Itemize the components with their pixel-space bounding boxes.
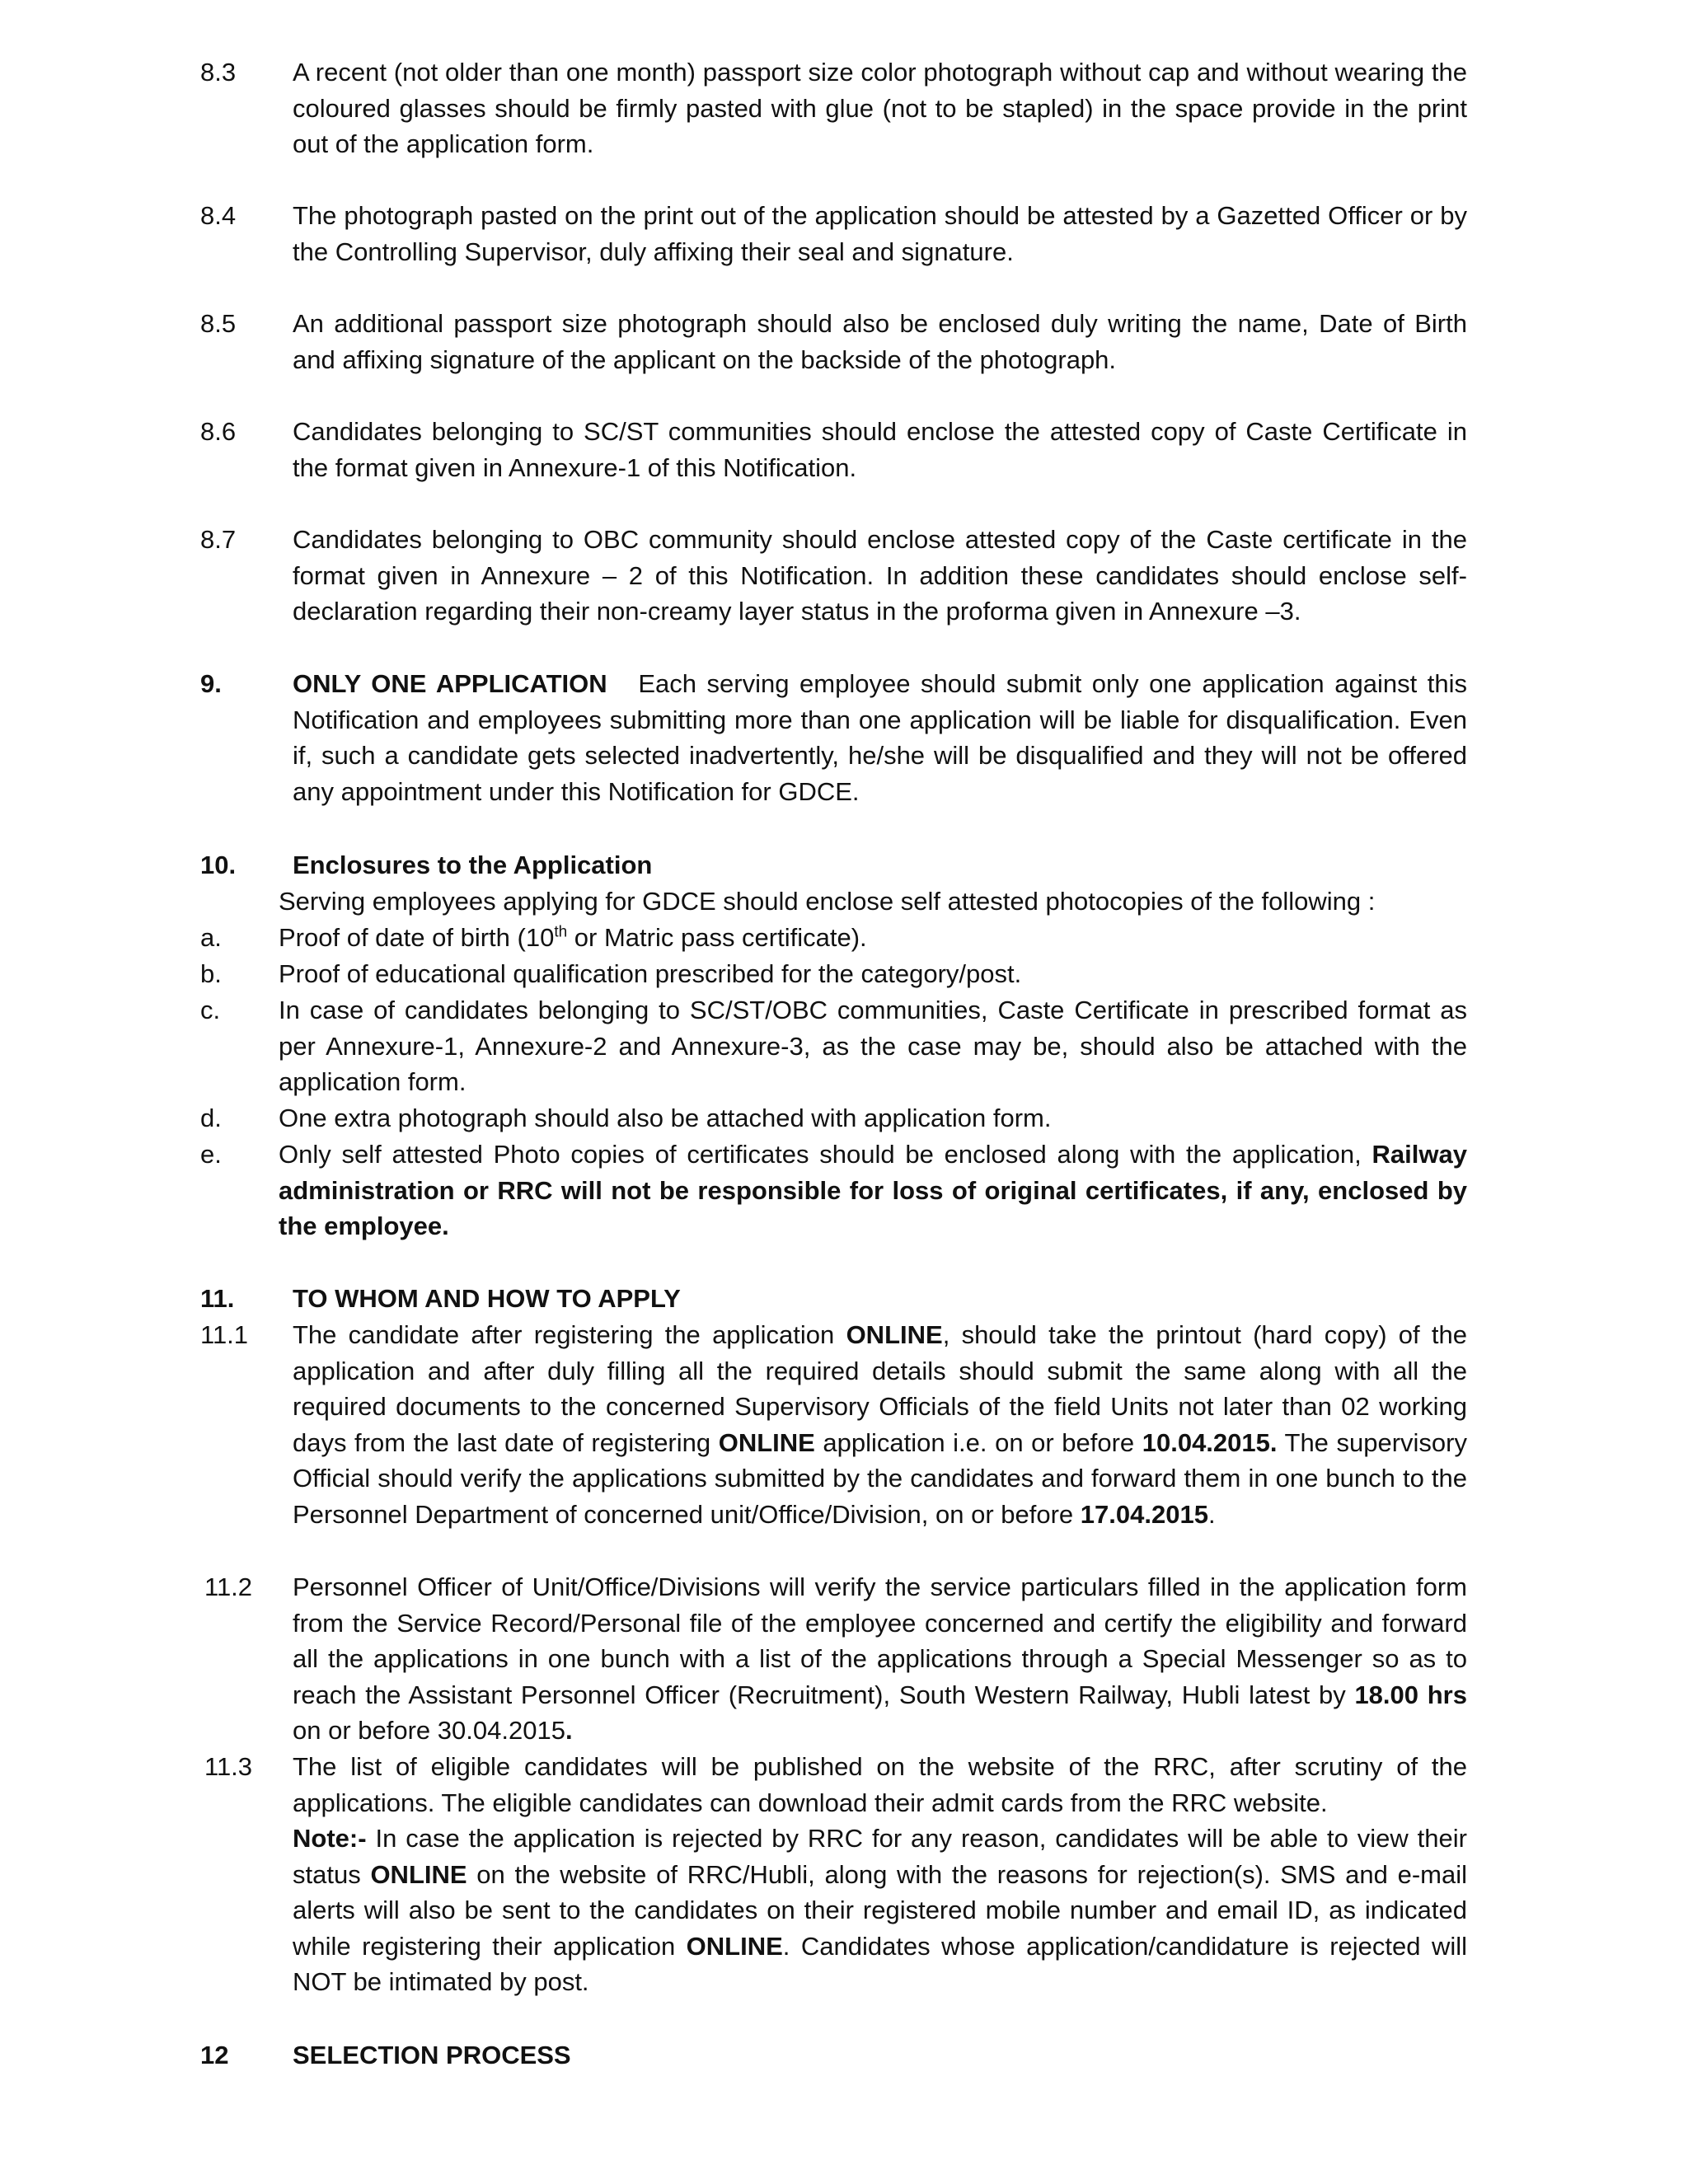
text-run: . Candidates whose application/candidature is rejected will NOT be intimated by post. bbox=[293, 1931, 1468, 1996]
bold-run: ONLINE bbox=[718, 1427, 815, 1457]
superscript: th bbox=[554, 923, 568, 941]
list-text-bold: Railway administration or RRC will not be responsible for loss of original certificates, if any, enclosed by the employee. bbox=[279, 1140, 1467, 1240]
list-text-plain: Only self attested Photo copies of certificates should be enclosed along with the application, bbox=[279, 1140, 1362, 1169]
section-number: 9. bbox=[200, 669, 222, 698]
item-text: Candidates belonging to SC/ST communities should enclose the attested copy of Caste Certificate in the format given in Annexure-1 of this Notification. bbox=[293, 417, 1467, 482]
enclosure-b bbox=[200, 956, 1467, 992]
item-8-4 bbox=[200, 198, 1467, 269]
section-heading: TO WHOM AND HOW TO APPLY bbox=[293, 1284, 681, 1313]
item-number: 8.4 bbox=[200, 201, 237, 230]
text-run: The supervisory Official should verify the applications submitted by the candidates and forward them in one bunch to the Personnel Department of concerned unit/Office/Division, on or before bbox=[293, 1427, 1467, 1529]
text-run: . bbox=[1207, 1499, 1216, 1529]
list-label: c. bbox=[200, 996, 221, 1024]
item-8-6 bbox=[200, 414, 1467, 485]
item-number: 8.5 bbox=[200, 309, 237, 338]
section-12 bbox=[200, 2037, 1467, 2074]
section-intro: Serving employees applying for GDCE should enclose self attested photocopies of the following : bbox=[279, 887, 1376, 916]
item-8-7 bbox=[200, 522, 1467, 630]
text-run: application i.e. on or before bbox=[814, 1427, 1142, 1457]
list-label: b. bbox=[200, 959, 222, 988]
section-10-intro bbox=[200, 883, 1467, 920]
bold-run: 18.00 hrs bbox=[1354, 1680, 1467, 1709]
bold-run: ONLINE bbox=[370, 1859, 467, 1889]
section-heading: ONLY ONE APPLICATION bbox=[293, 669, 607, 698]
item-text: Candidates belonging to OBC community should enclose attested copy of the Caste certificate in the format given in Annexure – 2 of this Notification. In addition these candidates should enclose self-declaration regarding their non-creamy layer status in the proforma given in Annexure –3. bbox=[293, 525, 1467, 626]
bold-run: ONLINE bbox=[846, 1320, 943, 1349]
item-8-3 bbox=[200, 54, 1467, 162]
text-run: , should take the printout (hard copy) of the application and after duly filling all the required details should submit the same along with all the required documents to the concerned Supervisory Officials of the field Units not later than 02 working days from the last date of registering bbox=[293, 1320, 1468, 1457]
item-text: An additional passport size photograph should also be enclosed duly writing the name, Date of Birth and affixing signature of the applicant on the backside of the photograph. bbox=[293, 309, 1467, 374]
section-10 bbox=[200, 847, 1467, 883]
item-11-3 bbox=[200, 1749, 1467, 2000]
note-label: Note:- bbox=[293, 1824, 367, 1853]
section-number: 10. bbox=[200, 851, 237, 879]
text-run: Personnel Officer of Unit/Office/Divisions will verify the service particulars filled in the application form from the Service Record/Personal file of the employee concerned and certify the eligibility and forward all the applications in one bunch with a list of the applications through a Special Messenger so as to reach the Assistant Personnel Officer (Recruitment), South Western Railway, Hubli latest by bbox=[293, 1572, 1467, 1709]
list-label: d. bbox=[200, 1104, 222, 1132]
item-text: The photograph pasted on the print out of the application should be attested by a Gazetted Officer or by the Controlling Supervisor, duly affixing their seal and signature. bbox=[293, 201, 1467, 266]
text-run: The candidate after registering the application bbox=[293, 1320, 846, 1349]
section-11 bbox=[200, 1281, 1467, 1317]
enclosure-d bbox=[200, 1100, 1467, 1137]
list-text-post: or Matric pass certificate). bbox=[567, 923, 867, 952]
item-11-1 bbox=[200, 1317, 1467, 1532]
bold-run: ONLINE bbox=[686, 1931, 783, 1961]
item-number: 8.3 bbox=[200, 58, 237, 87]
list-text: In case of candidates belonging to SC/ST/OBC communities, Caste Certificate in prescribed format as per Annexure-1, Annexure-2 and Annexure-3, as the case may be, should also be attached with the application form. bbox=[279, 996, 1467, 1096]
list-text: Proof of educational qualification prescribed for the category/post. bbox=[279, 959, 1022, 988]
bold-run: 10.04.2015. bbox=[1142, 1427, 1278, 1457]
section-heading: SELECTION PROCESS bbox=[293, 2041, 571, 2069]
item-number: 11.2 bbox=[204, 1572, 253, 1601]
text-run: on or before 30.04.2015 bbox=[293, 1716, 565, 1745]
list-label: a. bbox=[200, 923, 222, 952]
bold-run: . bbox=[565, 1716, 573, 1745]
item-text: The list of eligible candidates will be published on the website of the RRC, after scrutiny of the applications. The eligible candidates can download their admit cards from the RRC website. bbox=[293, 1752, 1467, 1817]
section-heading: Enclosures to the Application bbox=[293, 851, 653, 879]
item-number: 11.1 bbox=[200, 1320, 249, 1349]
item-text bbox=[293, 1317, 1467, 1532]
list-text-pre: Proof of date of birth (10 bbox=[279, 923, 555, 952]
note-text bbox=[293, 1821, 1467, 2000]
item-text: A recent (not older than one month) passport size color photograph without cap and without wearing the coloured glasses should be firmly pasted with glue (not to be stapled) in the space provide in the print out of the application form. bbox=[293, 58, 1467, 158]
section-number: 12 bbox=[200, 2041, 229, 2069]
section-text: Each serving employee should submit only one application against this Notification and employees submitting more than one application will be liable for disqualification. Even if, such a candidate gets selected inadvertently, he/she will be disqualified and they will not be offered any appointment under this Notification for GDCE. bbox=[293, 669, 1467, 806]
section-9 bbox=[200, 666, 1467, 809]
list-text bbox=[279, 920, 1467, 956]
section-9-text bbox=[293, 666, 1467, 809]
bold-run: 17.04.2015 bbox=[1080, 1499, 1208, 1529]
item-number: 8.6 bbox=[200, 417, 237, 446]
enclosure-a bbox=[200, 920, 1467, 956]
item-text bbox=[293, 1569, 1467, 1749]
enclosure-e bbox=[200, 1137, 1467, 1244]
text-run: In case the application is rejected by RRC for any reason, candidates will be able to view their status bbox=[293, 1824, 1467, 1889]
item-number: 8.7 bbox=[200, 525, 237, 554]
list-label: e. bbox=[200, 1140, 222, 1169]
enclosure-c bbox=[200, 992, 1467, 1100]
section-number: 11. bbox=[200, 1284, 235, 1313]
item-number: 11.3 bbox=[204, 1752, 253, 1781]
item-11-2 bbox=[200, 1569, 1467, 1749]
list-text: One extra photograph should also be attached with application form. bbox=[279, 1104, 1052, 1132]
list-text bbox=[279, 1137, 1467, 1244]
text-run: on the website of RRC/Hubli, along with the reasons for rejection(s). SMS and e-mail alerts will also be sent to the candidates on their registered mobile number and email ID, as indicated while registering their application bbox=[293, 1859, 1467, 1961]
item-8-5 bbox=[200, 306, 1467, 377]
